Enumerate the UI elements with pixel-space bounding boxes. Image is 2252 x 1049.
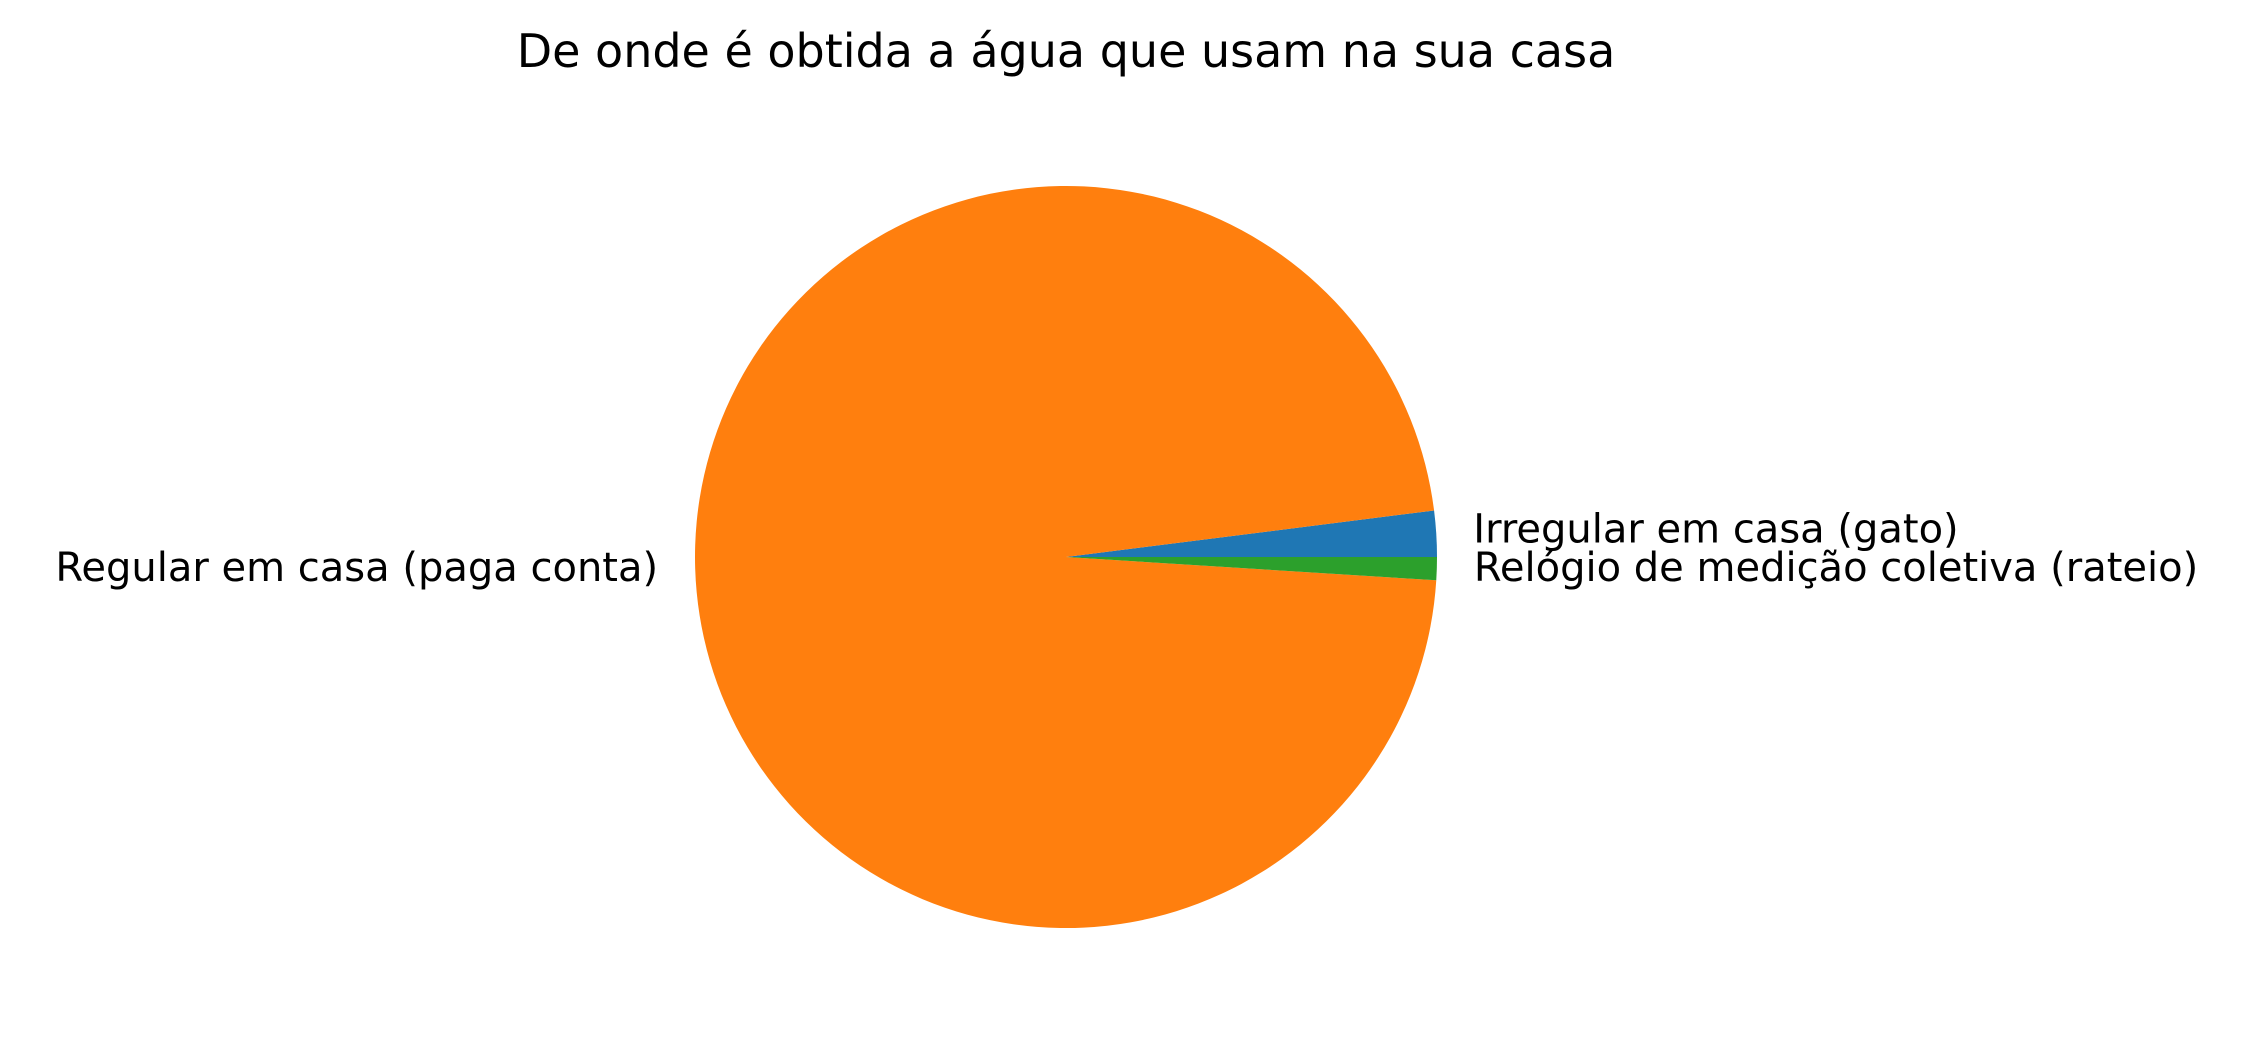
pie-label-irregular-em-casa-gato: Irregular em casa (gato) — [1473, 506, 1959, 553]
pie-label-regular-em-casa-paga-conta: Regular em casa (paga conta) — [55, 544, 659, 591]
pie-label-relogio-de-medicao-coletiva-rateio: Relógio de medição coletiva (rateio) — [1473, 544, 2199, 591]
chart-title: De onde é obtida a água que usam na sua casa — [516, 24, 1616, 78]
pie-slices — [695, 186, 1437, 928]
